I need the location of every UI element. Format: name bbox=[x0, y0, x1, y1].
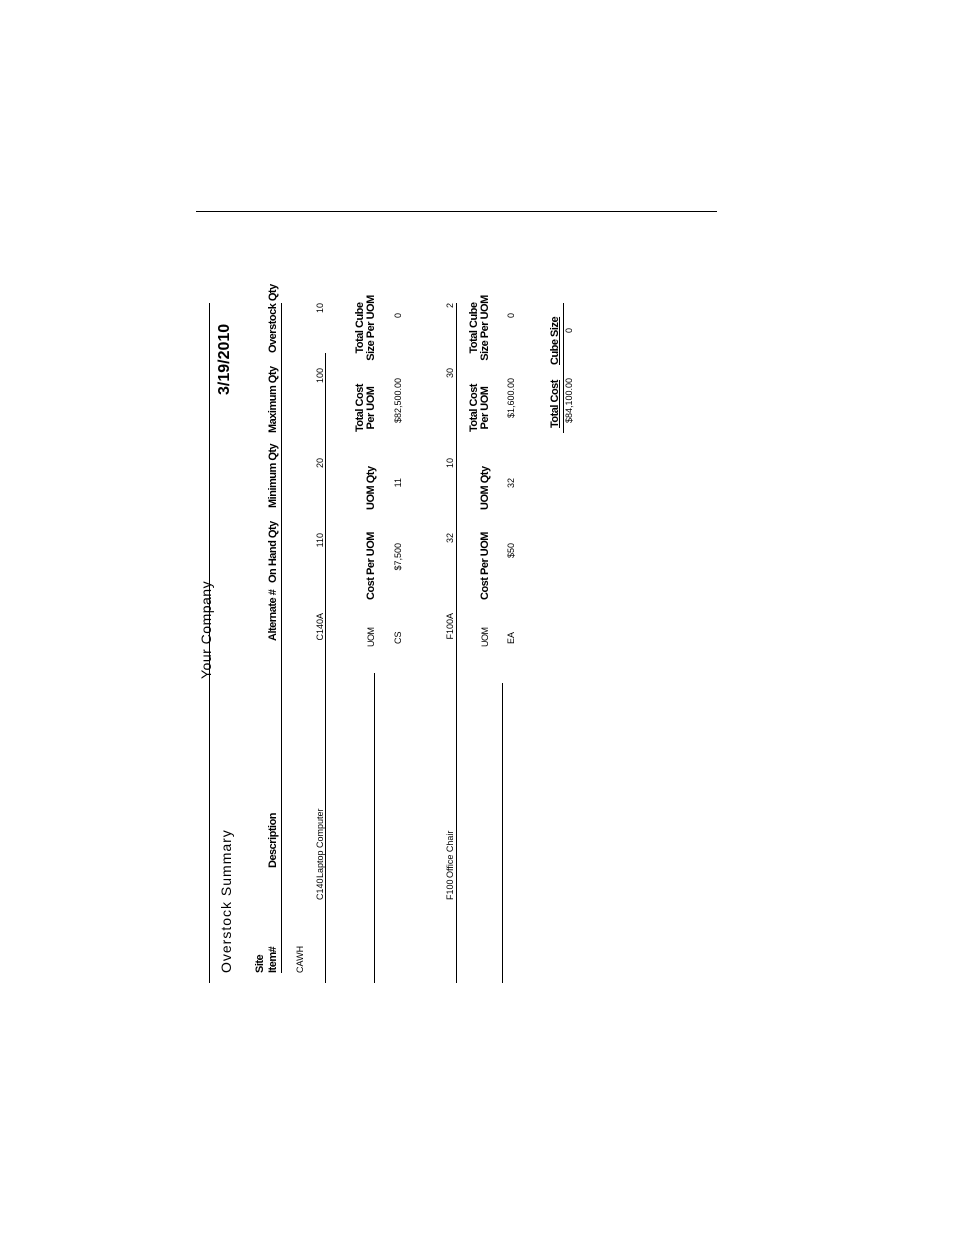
item-minimum: 20 bbox=[315, 458, 325, 469]
item-minimum: 10 bbox=[445, 458, 455, 469]
total-cost-label: Total Cost bbox=[549, 380, 561, 428]
header-minimum: Minimum Qty bbox=[267, 443, 279, 508]
header-maximum: Maximum Qty bbox=[267, 366, 279, 433]
company-name: Your Company bbox=[198, 580, 214, 679]
item-alternate: F100A bbox=[445, 613, 455, 640]
sub-header-total-cube-2: Size Per UOM bbox=[365, 295, 377, 361]
item-alternate: C140A bbox=[315, 613, 325, 641]
sub-header-uom: UOM bbox=[480, 627, 490, 647]
sub-header-total-cost-2: Per UOM bbox=[479, 386, 491, 430]
sub-header-total-cost-1: Total Cost bbox=[468, 384, 480, 432]
sub-header-uom: UOM bbox=[366, 627, 376, 647]
sub-header-cost-per-uom: Cost Per UOM bbox=[365, 532, 377, 600]
item-on-hand: 32 bbox=[445, 533, 455, 544]
item-maximum: 100 bbox=[315, 368, 325, 384]
item-uom-qty: 11 bbox=[393, 478, 403, 488]
sub-header-uom-qty: UOM Qty bbox=[365, 466, 377, 510]
item-total-cost: $82,500.00 bbox=[393, 378, 403, 424]
item-number: C140 bbox=[315, 878, 325, 900]
sub-header-cost-per-uom: Cost Per UOM bbox=[479, 532, 491, 600]
item-total-cube: 0 bbox=[393, 313, 403, 319]
item-cost-per-uom: $7,500 bbox=[393, 543, 403, 571]
header-item: Item# bbox=[267, 946, 279, 973]
item-rule bbox=[456, 303, 457, 983]
total-cost-value: $84,100.00 bbox=[564, 378, 574, 424]
page-top-rule bbox=[196, 211, 717, 212]
header-on-hand: On Hand Qty bbox=[267, 521, 279, 583]
item-rule bbox=[325, 353, 326, 983]
item-description: Laptop Computer bbox=[315, 808, 325, 878]
report-date: 3/19/2010 bbox=[216, 323, 233, 395]
header-alternate: Alternate # bbox=[267, 589, 279, 641]
item-on-hand: 110 bbox=[315, 533, 325, 548]
item-uom: EA bbox=[506, 631, 516, 644]
sub-header-total-cube-1: Total Cube bbox=[468, 302, 480, 354]
sub-header-uom-qty: UOM Qty bbox=[479, 466, 491, 510]
header-description: Description bbox=[267, 812, 279, 868]
item-cost-per-uom: $50 bbox=[506, 543, 516, 559]
item-description: Office Chair bbox=[445, 830, 455, 878]
item-block-rule bbox=[502, 683, 503, 983]
title-rule bbox=[209, 303, 210, 983]
item-uom-qty: 32 bbox=[506, 478, 516, 489]
site-code: CAWH bbox=[295, 945, 305, 973]
header-rule bbox=[281, 303, 282, 973]
cube-size-label: Cube Size bbox=[549, 316, 561, 365]
item-number: F100 bbox=[445, 879, 455, 900]
sub-header-total-cube-2: Size Per UOM bbox=[479, 295, 491, 361]
header-overstock: Overstock Qty bbox=[267, 284, 279, 353]
item-uom: CS bbox=[393, 631, 403, 644]
overstock-report bbox=[196, 263, 596, 983]
cube-size-value: 0 bbox=[564, 328, 574, 334]
item-overstock: 10 bbox=[315, 303, 325, 314]
sub-header-total-cost-2: Per UOM bbox=[365, 386, 377, 430]
header-site: Site bbox=[254, 954, 266, 973]
item-block-rule bbox=[374, 673, 375, 983]
item-total-cost: $1,600.00 bbox=[506, 378, 516, 419]
report-title: Overstock Summary bbox=[218, 829, 234, 973]
sub-header-total-cube-1: Total Cube bbox=[354, 302, 366, 354]
item-maximum: 30 bbox=[445, 368, 455, 379]
item-overstock: 2 bbox=[445, 303, 455, 309]
item-total-cube: 0 bbox=[506, 313, 516, 319]
sub-header-total-cost-1: Total Cost bbox=[354, 384, 366, 432]
